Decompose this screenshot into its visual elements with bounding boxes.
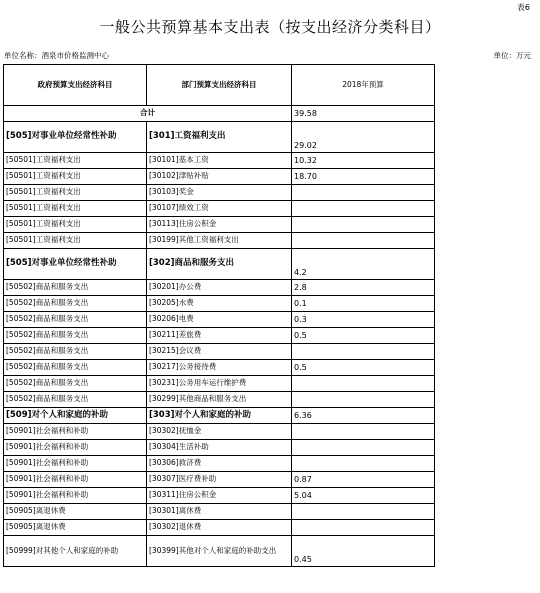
dept-category-cell: [30304]生活补助 <box>147 440 292 456</box>
table-row <box>4 217 435 233</box>
table-row <box>4 249 435 280</box>
gov-category-cell: [50901]社会福利和补助 <box>4 456 147 472</box>
table-row <box>4 536 435 567</box>
dept-category-cell: [30306]救济费 <box>147 456 292 472</box>
header-budget-2018: 2018年预算 <box>292 65 435 106</box>
gov-category-cell: [50502]商品和服务支出 <box>4 344 147 360</box>
table-row <box>4 520 435 536</box>
dept-category-cell: [30205]水费 <box>147 296 292 312</box>
dept-category-cell: [30311]住房公积金 <box>147 488 292 504</box>
dept-category-cell: [30302]退休费 <box>147 520 292 536</box>
dept-category-cell: [30215]会议费 <box>147 344 292 360</box>
dept-category-cell: [30217]公务接待费 <box>147 360 292 376</box>
budget-value-cell <box>292 376 435 392</box>
dept-category-cell: [30206]电费 <box>147 312 292 328</box>
budget-value-cell <box>292 233 435 249</box>
gov-category-cell: [50905]离退休费 <box>4 504 147 520</box>
table-header-row <box>4 65 435 106</box>
budget-value-cell <box>292 440 435 456</box>
table-row <box>4 424 435 440</box>
gov-category-cell: [50901]社会福利和补助 <box>4 424 147 440</box>
budget-table <box>3 64 435 567</box>
budget-value-cell: 4.2 <box>292 249 435 280</box>
budget-value-cell <box>292 185 435 201</box>
gov-category-cell: [505]对事业单位经常性补助 <box>4 249 147 280</box>
gov-category-cell: [50901]社会福利和补助 <box>4 488 147 504</box>
dept-category-cell: [30231]公务用车运行维护费 <box>147 376 292 392</box>
table-row <box>4 376 435 392</box>
dept-category-cell: [30101]基本工资 <box>147 153 292 169</box>
table-row <box>4 169 435 185</box>
table-row <box>4 472 435 488</box>
gov-category-cell: [50901]社会福利和补助 <box>4 440 147 456</box>
budget-value-cell: 18.70 <box>292 169 435 185</box>
dept-category-cell: [30301]离休费 <box>147 504 292 520</box>
table-row <box>4 328 435 344</box>
budget-value-cell <box>292 456 435 472</box>
dept-category-cell: [30201]办公费 <box>147 280 292 296</box>
budget-value-cell <box>292 520 435 536</box>
dept-category-cell: [30107]绩效工资 <box>147 201 292 217</box>
gov-category-cell: [505]对事业单位经常性补助 <box>4 122 147 153</box>
gov-category-cell: [50501]工资福利支出 <box>4 201 147 217</box>
gov-category-cell: [50501]工资福利支出 <box>4 185 147 201</box>
gov-category-cell: [50502]商品和服务支出 <box>4 296 147 312</box>
budget-value-cell: 0.5 <box>292 360 435 376</box>
table-row <box>4 153 435 169</box>
gov-category-cell: [50501]工资福利支出 <box>4 233 147 249</box>
gov-category-cell: [50905]离退休费 <box>4 520 147 536</box>
table-row <box>4 233 435 249</box>
table-row <box>4 392 435 408</box>
total-row <box>4 106 435 122</box>
gov-category-cell: [50502]商品和服务支出 <box>4 328 147 344</box>
table-row <box>4 280 435 296</box>
budget-value-cell: 0.1 <box>292 296 435 312</box>
gov-category-cell: [50502]商品和服务支出 <box>4 360 147 376</box>
dept-category-cell: [30399]其他对个人和家庭的补助支出 <box>147 536 292 567</box>
table-row <box>4 201 435 217</box>
dept-category-cell: [303]对个人和家庭的补助 <box>147 408 292 424</box>
meta-line <box>4 50 531 61</box>
dept-category-cell: [30113]住房公积金 <box>147 217 292 233</box>
gov-category-cell: [50501]工资福利支出 <box>4 217 147 233</box>
budget-value-cell: 5.04 <box>292 488 435 504</box>
table-row <box>4 312 435 328</box>
budget-value-cell <box>292 504 435 520</box>
gov-category-cell: [50901]社会福利和补助 <box>4 472 147 488</box>
table-row <box>4 185 435 201</box>
dept-category-cell: [30102]津贴补贴 <box>147 169 292 185</box>
page-title: 一般公共预算基本支出表（按支出经济分类科目） <box>99 18 441 36</box>
dept-category-cell: [301]工资福利支出 <box>147 122 292 153</box>
budget-value-cell: 0.45 <box>292 536 435 567</box>
budget-value-cell: 0.3 <box>292 312 435 328</box>
budget-value-cell <box>292 344 435 360</box>
dept-category-cell: [30211]差旅费 <box>147 328 292 344</box>
gov-category-cell: [50999]对其他个人和家庭的补助 <box>4 536 147 567</box>
budget-value-cell: 29.02 <box>292 122 435 153</box>
header-dept-category: 部门预算支出经济科目 <box>147 65 292 106</box>
dept-category-cell: [30103]奖金 <box>147 185 292 201</box>
table-row <box>4 504 435 520</box>
table-row <box>4 296 435 312</box>
budget-value-cell <box>292 424 435 440</box>
currency-unit: 单位：万元 <box>493 51 531 60</box>
budget-value-cell <box>292 392 435 408</box>
table-row <box>4 122 435 153</box>
dept-category-cell: [302]商品和服务支出 <box>147 249 292 280</box>
gov-category-cell: [50502]商品和服务支出 <box>4 392 147 408</box>
unit-name: 单位名称：酒泉市价格监测中心 <box>4 51 109 60</box>
table-row <box>4 408 435 424</box>
budget-value-cell: 6.36 <box>292 408 435 424</box>
table-row <box>4 488 435 504</box>
total-label: 合计 <box>4 106 292 122</box>
gov-category-cell: [509]对个人和家庭的补助 <box>4 408 147 424</box>
budget-value-cell: 2.8 <box>292 280 435 296</box>
table-row <box>4 456 435 472</box>
total-value: 39.58 <box>292 106 435 122</box>
table-number: 表6 <box>516 3 530 12</box>
gov-category-cell: [50502]商品和服务支出 <box>4 280 147 296</box>
dept-category-cell: [30307]医疗费补助 <box>147 472 292 488</box>
table-row <box>4 360 435 376</box>
table-row <box>4 440 435 456</box>
table-row <box>4 344 435 360</box>
gov-category-cell: [50501]工资福利支出 <box>4 153 147 169</box>
gov-category-cell: [50502]商品和服务支出 <box>4 376 147 392</box>
dept-category-cell: [30199]其他工资福利支出 <box>147 233 292 249</box>
gov-category-cell: [50501]工资福利支出 <box>4 169 147 185</box>
budget-value-cell <box>292 217 435 233</box>
budget-value-cell: 10.32 <box>292 153 435 169</box>
budget-value-cell: 0.87 <box>292 472 435 488</box>
budget-value-cell: 0.5 <box>292 328 435 344</box>
dept-category-cell: [30302]抚恤金 <box>147 424 292 440</box>
gov-category-cell: [50502]商品和服务支出 <box>4 312 147 328</box>
header-gov-category: 政府预算支出经济科目 <box>4 65 147 106</box>
budget-value-cell <box>292 201 435 217</box>
dept-category-cell: [30299]其他商品和服务支出 <box>147 392 292 408</box>
